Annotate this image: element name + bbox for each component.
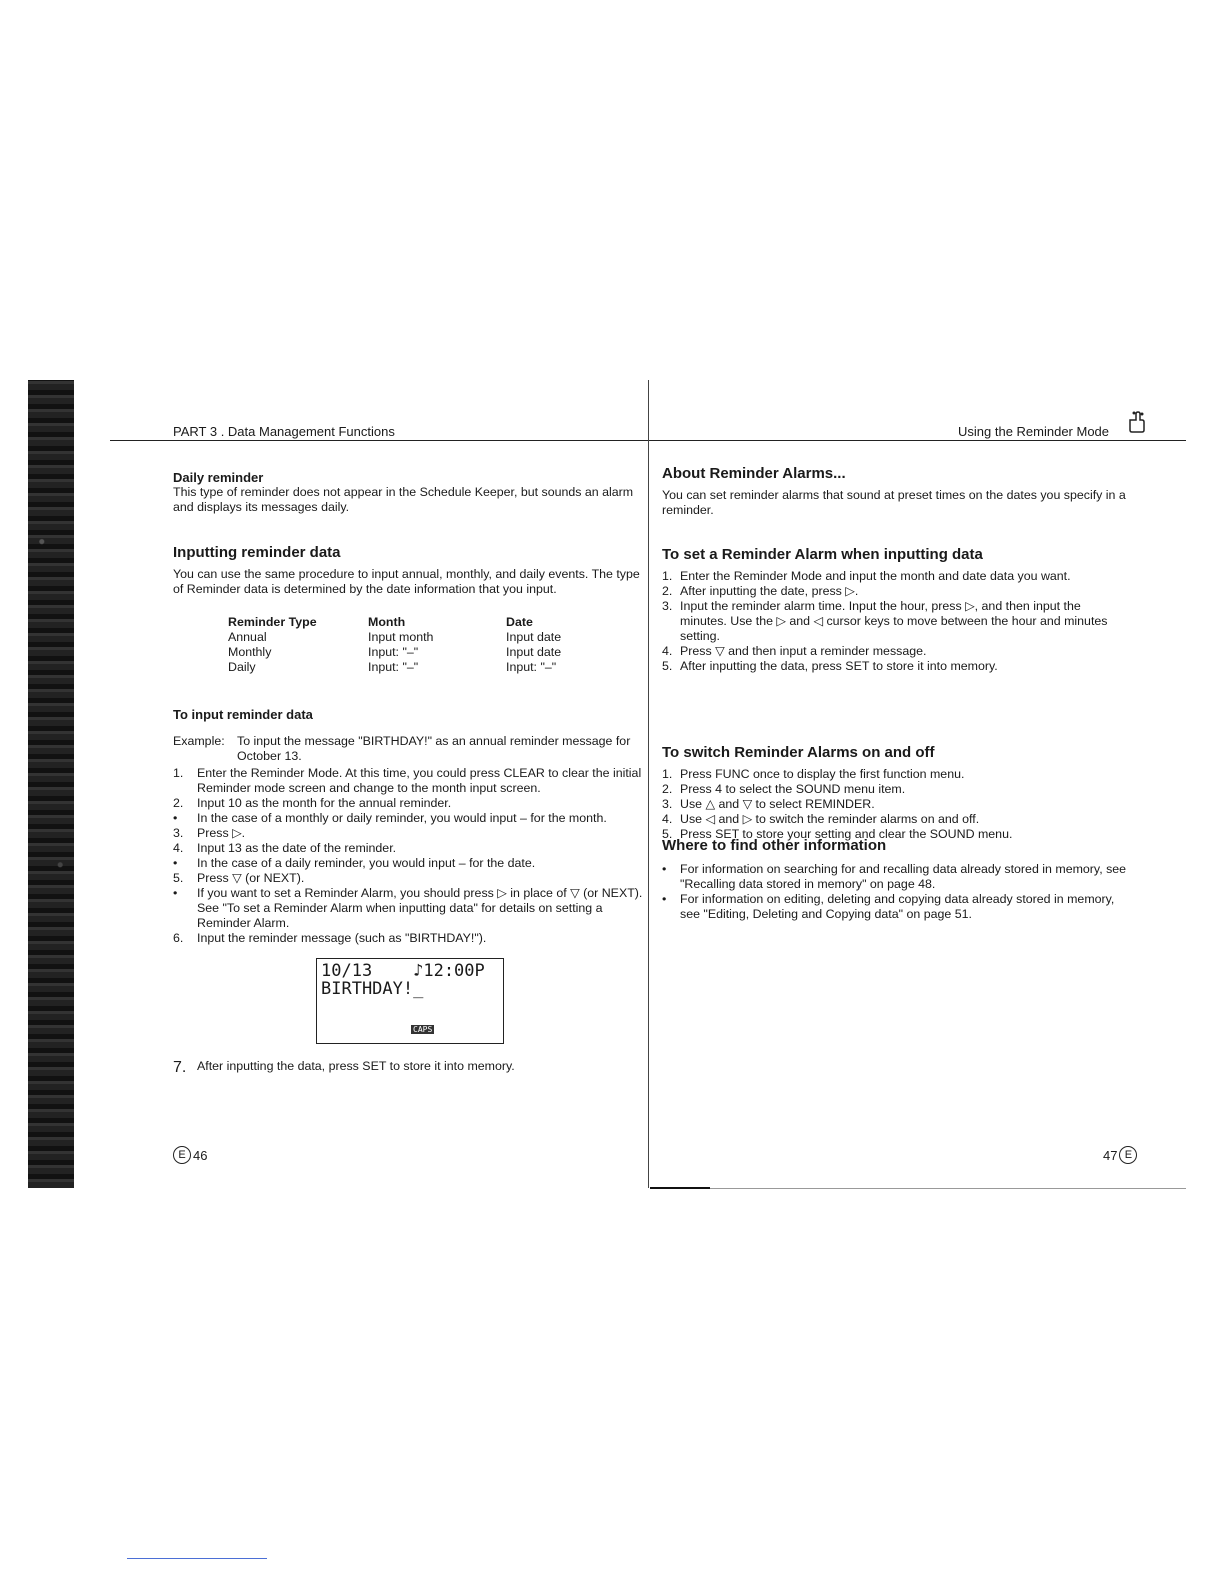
step-marker: 2. (662, 782, 673, 796)
step-marker: 4. (173, 841, 184, 855)
step-marker: 6. (173, 931, 184, 945)
inputting-text: You can use the same procedure to input annual, monthly, and daily events. The type of Reminder data is determined by the date information that you input. (173, 567, 640, 596)
list-item (662, 584, 1128, 599)
step-text: Input 10 as the month for the annual reminder. (197, 796, 452, 810)
list-item (662, 797, 1128, 812)
pointing-hand-icon (1126, 410, 1148, 434)
step-marker: 2. (173, 796, 184, 810)
daily-reminder-section (173, 470, 643, 515)
lcd-line-2: BIRTHDAY!_ (321, 979, 424, 999)
list-item (173, 826, 643, 841)
step-marker: 3. (662, 797, 673, 811)
step-text: Enter the Reminder Mode and input the month and date data you want. (680, 569, 1071, 583)
step-marker: • (173, 811, 178, 825)
list-item (173, 931, 643, 946)
step-text: After inputting the data, press SET to store it into memory. (680, 659, 998, 673)
switch-steps (662, 767, 1128, 842)
list-item (662, 862, 1128, 892)
to-input-section (173, 707, 643, 946)
cell-month: Input: "–" (368, 659, 419, 674)
where-bullets (662, 862, 1128, 922)
cell-type: Daily (228, 659, 256, 674)
cell-date: Input: "–" (506, 659, 557, 674)
step-marker: 1. (662, 569, 673, 583)
bullet-text: For information on searching for and recalling data already stored in memory, see "Recalling data stored in memory" on page 48. (680, 862, 1127, 891)
step-text: Press ▷. (197, 826, 246, 840)
list-item (173, 766, 643, 796)
scan-edge-line (127, 1558, 267, 1559)
table-row (228, 659, 561, 674)
language-badge-e: E (1119, 1146, 1137, 1164)
step-text: Use △ and ▽ to select REMINDER. (680, 797, 875, 811)
step-text: Input the reminder alarm time. Input the hour, press ▷, and then input the minutes. Use the ▷ and ◁ cursor keys to move between the hour and minutes setting. (680, 599, 1108, 643)
list-item (662, 782, 1128, 797)
step-marker: • (173, 886, 178, 900)
step-text: Enter the Reminder Mode. At this time, you could press CLEAR to clear the initial Reminder mode screen and change to the month input screen. (197, 766, 642, 795)
list-item (662, 812, 1128, 827)
table-row (228, 644, 561, 659)
step-text: Use ◁ and ▷ to switch the reminder alarms on and off. (680, 812, 980, 826)
list-item (662, 569, 1128, 584)
example-text: To input the message "BIRTHDAY!" as an annual reminder message for October 13. (237, 734, 631, 763)
list-item (662, 767, 1128, 782)
daily-reminder-heading: Daily reminder (173, 470, 264, 485)
step-marker: • (173, 856, 178, 870)
inputting-section (173, 544, 643, 597)
step-marker: 1. (662, 767, 673, 781)
footer-rule (710, 1188, 1186, 1189)
step-marker: 1. (173, 766, 184, 780)
step-text: After inputting the date, press ▷. (680, 584, 859, 598)
step-text: Press ▽ and then input a reminder message. (680, 644, 927, 658)
list-item (173, 886, 643, 931)
lcd-line-1: 10/13 ♪12:00P (321, 961, 485, 981)
set-alarm-steps (662, 569, 1128, 674)
about-section (662, 465, 1128, 518)
step-text: In the case of a daily reminder, you would input – for the date. (197, 856, 536, 870)
list-item (662, 892, 1128, 922)
col-header-type: Reminder Type (228, 614, 317, 629)
set-alarm-section (662, 546, 1128, 674)
cell-date: Input date (506, 644, 562, 659)
list-item (173, 856, 643, 871)
where-heading: Where to find other information (662, 837, 887, 854)
switch-heading: To switch Reminder Alarms on and off (662, 744, 935, 761)
input-steps-list (173, 766, 643, 946)
list-item (662, 659, 1128, 674)
page-number-text: 46 (193, 1147, 208, 1163)
step-text: Press ▽ (or NEXT). (197, 871, 305, 885)
cell-date: Input date (506, 629, 562, 644)
step-marker: 2. (662, 584, 673, 598)
bullet-text: For information on editing, deleting and copying data already stored in memory, see "Editing, Deleting and Copying data" on page 51. (680, 892, 1115, 921)
cell-month: Input: "–" (368, 644, 419, 659)
page-gutter-rule (648, 380, 649, 1188)
where-section (662, 837, 1128, 922)
step-marker: 3. (173, 826, 184, 840)
example (173, 734, 643, 764)
step-text: Input the reminder message (such as "BIRTHDAY!"). (197, 931, 487, 945)
inputting-heading: Inputting reminder data (173, 544, 341, 561)
caps-indicator: CAPS (413, 1025, 433, 1034)
step-marker: 7. (173, 1059, 187, 1076)
table-header-row (228, 614, 561, 629)
left-running-header: PART 3 . Data Management Functions (173, 424, 395, 439)
col-header-date: Date (506, 614, 533, 629)
step-marker: 4. (662, 812, 673, 826)
switch-section (662, 744, 1128, 842)
step-marker: 5. (173, 871, 184, 885)
step-marker: 4. (662, 644, 673, 658)
language-badge-e: E (173, 1146, 191, 1164)
example-label: Example: (173, 734, 225, 748)
right-page-number (1103, 1146, 1137, 1164)
cell-type: Annual (228, 629, 267, 644)
col-header-month: Month (368, 614, 406, 629)
step-text: If you want to set a Reminder Alarm, you should press ▷ in place of ▽ (or NEXT). See "To set a Reminder Alarm when inputting data" for details on setting a Reminder Alarm. (197, 886, 643, 930)
list-item (173, 796, 643, 811)
bullet-marker: • (662, 862, 667, 876)
step-marker: 5. (662, 659, 673, 673)
step-7 (173, 1059, 643, 1077)
to-input-heading: To input reminder data (173, 707, 313, 722)
binding-spine (28, 380, 74, 1188)
step-text: Input 13 as the date of the reminder. (197, 841, 397, 855)
right-running-header: Using the Reminder Mode (958, 424, 1110, 439)
list-item (173, 871, 643, 886)
table-row (228, 629, 561, 644)
left-page-number (173, 1146, 207, 1164)
step-text: In the case of a monthly or daily reminder, you would input – for the month. (197, 811, 607, 825)
list-item (662, 599, 1128, 644)
reminder-type-table (228, 614, 561, 674)
set-alarm-heading: To set a Reminder Alarm when inputting data (662, 546, 983, 563)
page-number-text: 47 (1103, 1147, 1118, 1163)
step-marker: 3. (662, 599, 673, 613)
list-item (173, 811, 643, 826)
gutter-foot (650, 1187, 710, 1189)
step-text: After inputting the data, press SET to store it into memory. (197, 1059, 515, 1073)
step-text: Press 4 to select the SOUND menu item. (680, 782, 906, 796)
step-text: Press SET to store your setting and clear the SOUND menu. (680, 827, 1013, 841)
list-item (173, 841, 643, 856)
cell-month: Input month (368, 629, 434, 644)
step-marker: 5. (662, 827, 673, 841)
cell-type: Monthly (228, 644, 272, 659)
bullet-marker: • (662, 892, 667, 906)
about-text: You can set reminder alarms that sound at preset times on the dates you specify in a reminder. (662, 488, 1126, 517)
daily-reminder-text: This type of reminder does not appear in the Schedule Keeper, but sounds an alarm and displays its messages daily. (173, 485, 634, 514)
list-item (662, 644, 1128, 659)
step-text: Press FUNC once to display the first function menu. (680, 767, 965, 781)
lcd-display (316, 958, 504, 1044)
about-heading: About Reminder Alarms... (662, 465, 846, 482)
